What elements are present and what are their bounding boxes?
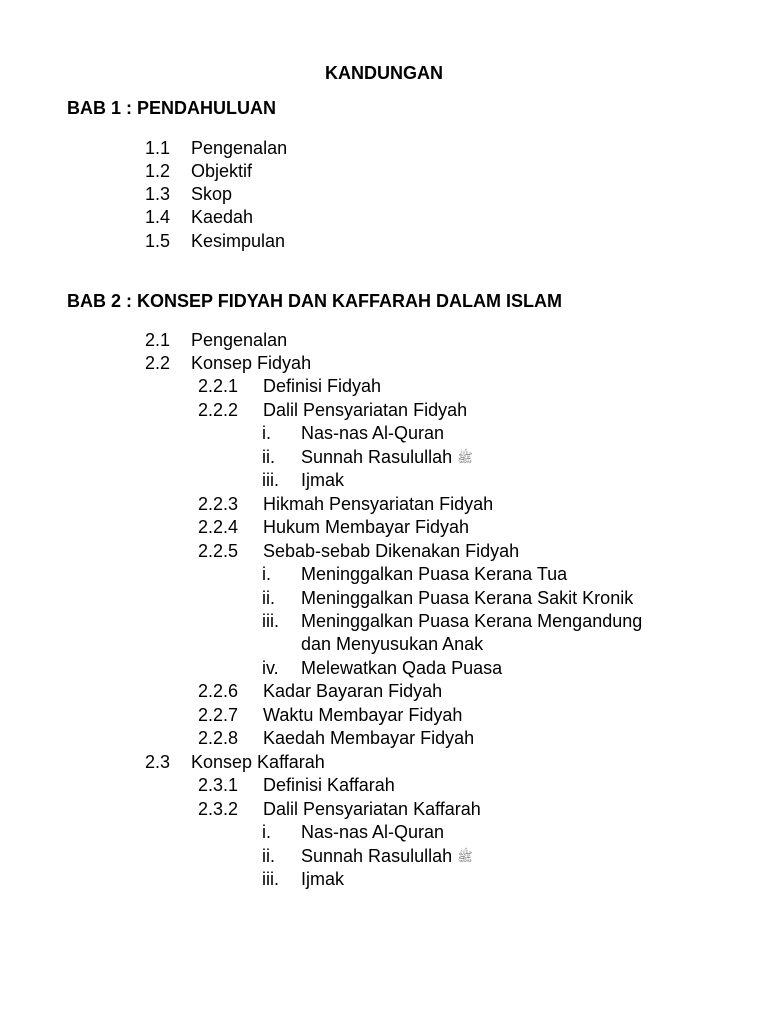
toc-number: 2.3.1 — [198, 775, 239, 795]
toc-text: Sunnah Rasulullah — [301, 447, 453, 467]
salawat-symbol: ﷺ — [457, 849, 473, 864]
toc-number: 2.2.8 — [198, 728, 239, 748]
toc-text: Pengenalan — [191, 330, 288, 350]
bab2-heading: BAB 2 : KONSEP FIDYAH DAN KAFFARAH DALAM ISLAM — [67, 291, 563, 311]
toc-text-wrap — [301, 446, 473, 469]
toc-text: Hikmah Pensyariatan Fidyah — [263, 494, 494, 514]
toc-text: Sunnah Rasulullah — [301, 846, 453, 866]
toc-number: 2.1 — [145, 330, 171, 350]
toc-number: i. — [262, 423, 271, 443]
toc-text: Pengenalan — [191, 138, 288, 158]
toc-number: 1.3 — [145, 184, 171, 204]
toc-number: ii. — [262, 588, 275, 608]
toc-number: i. — [262, 564, 271, 584]
toc-text: Definisi Fidyah — [263, 376, 382, 396]
toc-number: ii. — [262, 846, 275, 866]
toc-text: Ijmak — [301, 869, 345, 889]
toc-number: 2.2.7 — [198, 705, 239, 725]
toc-number: 2.3 — [145, 752, 171, 772]
toc-number: 2.2.3 — [198, 494, 239, 514]
toc-number: 1.4 — [145, 207, 171, 227]
toc-number: 2.3.2 — [198, 799, 239, 819]
toc-text: Sebab-sebab Dikenakan Fidyah — [263, 541, 520, 561]
page-title: KANDUNGAN — [325, 63, 443, 83]
toc-text: Meninggalkan Puasa Kerana Mengandung — [301, 611, 643, 631]
toc-number: iii. — [262, 869, 279, 889]
toc-text: Objektif — [191, 161, 253, 181]
toc-text: dan Menyusukan Anak — [301, 634, 484, 654]
toc-text: Konsep Fidyah — [191, 353, 312, 373]
toc-number: 1.1 — [145, 138, 171, 158]
toc-text: Kesimpulan — [191, 231, 286, 251]
toc-number: 1.5 — [145, 231, 171, 251]
bab1-heading: BAB 1 : PENDAHULUAN — [67, 98, 277, 118]
toc-text: Nas-nas Al-Quran — [301, 822, 445, 842]
toc-number: i. — [262, 822, 271, 842]
toc-text: Waktu Membayar Fidyah — [263, 705, 463, 725]
toc-number: 2.2.2 — [198, 400, 239, 420]
toc-text: Kadar Bayaran Fidyah — [263, 681, 443, 701]
toc-text: Dalil Pensyariatan Fidyah — [263, 400, 468, 420]
toc-text-wrap — [301, 845, 473, 868]
toc-text: Skop — [191, 184, 233, 204]
toc-text: Definisi Kaffarah — [263, 775, 395, 795]
toc-text: Hukum Membayar Fidyah — [263, 517, 470, 537]
toc-number: 2.2.6 — [198, 681, 239, 701]
toc-number: ii. — [262, 447, 275, 467]
toc-number: 2.2.5 — [198, 541, 239, 561]
toc-number: 2.2 — [145, 353, 171, 373]
toc-number: 2.2.4 — [198, 517, 239, 537]
toc-text: Konsep Kaffarah — [191, 752, 325, 772]
toc-text: Meninggalkan Puasa Kerana Tua — [301, 564, 568, 584]
toc-number: 1.2 — [145, 161, 171, 181]
toc-text: Ijmak — [301, 470, 345, 490]
toc-text: Kaedah Membayar Fidyah — [263, 728, 475, 748]
salawat-symbol: ﷺ — [457, 450, 473, 465]
toc-text: Dalil Pensyariatan Kaffarah — [263, 799, 481, 819]
toc-text: Meninggalkan Puasa Kerana Sakit Kronik — [301, 588, 634, 608]
toc-number: iv. — [262, 658, 279, 678]
toc-number: iii. — [262, 611, 279, 631]
toc-number: iii. — [262, 470, 279, 490]
toc-number: 2.2.1 — [198, 376, 239, 396]
toc-text: Nas-nas Al-Quran — [301, 423, 445, 443]
toc-text: Kaedah — [191, 207, 254, 227]
toc-text: Melewatkan Qada Puasa — [301, 658, 503, 678]
